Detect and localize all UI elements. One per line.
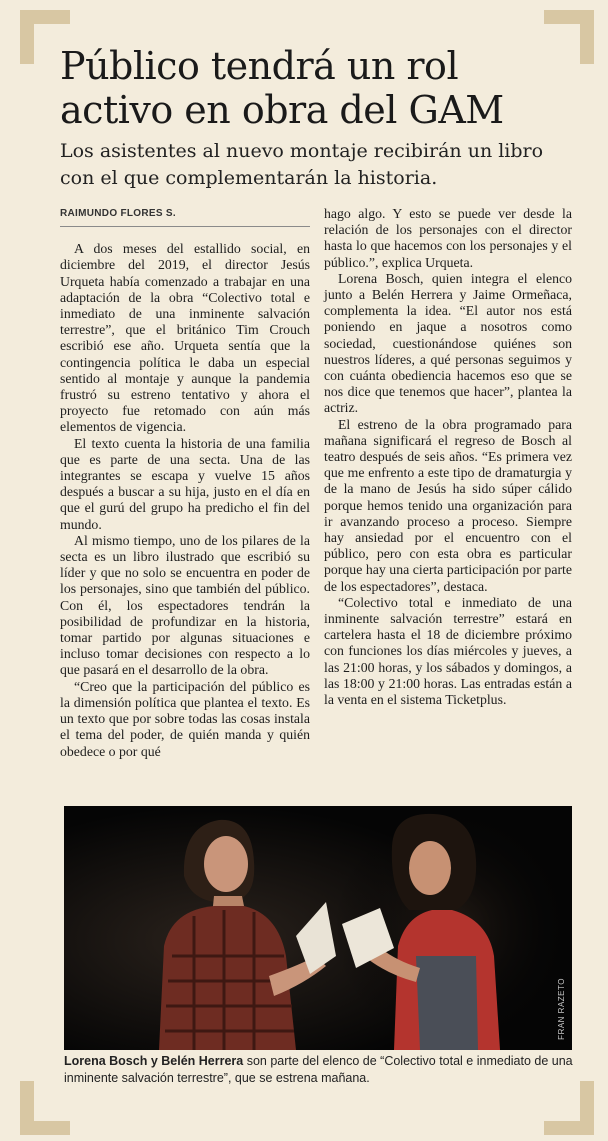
stage-photo (64, 806, 572, 1050)
paragraph: El texto cuenta la historia de una familia que es parte de una secta. Una de las integrantes se escapa y vuelve 15 años después a buscar a su hija, justo en el día en que el gurú del grupo ha predicho el fin del mundo. (60, 435, 310, 532)
frame-corner-bottom-right (544, 1081, 594, 1135)
photo-credit: FRAN RAZETO (557, 978, 566, 1040)
headline: Público tendrá un rol activo en obra del GAM (60, 44, 504, 132)
column-left (60, 206, 310, 792)
caption-names: Lorena Bosch y Belén Herrera (64, 1054, 244, 1068)
stage-photo-illustration (64, 806, 572, 1050)
paragraph: “Creo que la participación del público es la dimensión política que plantea el texto. Es un texto que por sobre todas las cosas instala el tema del poder, de quién manda y quién obedece o por qué (60, 678, 310, 759)
paragraph: El estreno de la obra programado para mañana significará el regreso de Bosch al teatro después de seis años. “Es primera vez que me enfrento a este tipo de dramaturgia y de la mano de Jesús ha sido súper cálido porque hemos tenido una organización para ir avanzando proceso a proceso. Siempre hay ansiedad por el encuentro con el público, pero con esta obra es particular porque hay una cierta participación por parte de los espectadores”, destaca. (324, 416, 572, 594)
subheadline: Los asistentes al nuevo montaje recibirán un libro con el que complementarán la historia. (60, 140, 544, 189)
photo-caption (64, 1053, 574, 1087)
paragraph: Lorena Bosch, quien integra el elenco junto a Belén Herrera y Jaime Ormeñaca, complementa la idea. “El autor nos está poniendo en jaque a nosotros como sociedad, cuestionándose quiénes son nuestros líderes, a qué personas seguimos y con cuánta obediencia hacemos eso que se nos dice que tenemos que hacer”, plantea la actriz. (324, 270, 572, 416)
article (60, 44, 572, 792)
paragraph: Al mismo tiempo, uno de los pilares de la secta es un libro ilustrado que escribió su líder y que no solo se encuentra en poder de los personajes, sino que también del público. Con él, los espectadores tendrán la posibilidad de profundizar en la historia, tomar partido por algunas situaciones e incluso tomar decisiones con respecto a lo que pasará en el desarrollo de la obra. (60, 532, 310, 678)
article-columns (60, 206, 572, 792)
frame-corner-bottom-left (20, 1081, 70, 1135)
byline: RAIMUNDO FLORES S. (60, 206, 310, 227)
paragraph: A dos meses del estallido social, en diciembre del 2019, el director Jesús Urqueta había comenzado a trabajar en una adaptación de la obra “Colectivo total e inmediato de una inminente salvación terrestre”, que el británico Tim Crouch escribió ese año. Urqueta sentía que la contingencia política le daba un especial sentido al montaje y aunque la pandemia frustró su estreno tentativo y ahora el proyecto fue retomado con aún más elementos de vigencia. (60, 241, 310, 435)
caption-text: son parte del elenco de “Colectivo total e inmediato de una inminente salvación terrestre”, que se estrena mañana. (64, 1054, 573, 1085)
paragraph: hago algo. Y esto se puede ver desde la relación de los personajes con el director hasta lo que hacemos con los personajes y el público.”, explica Urqueta. (324, 206, 572, 270)
paragraph: “Colectivo total e inmediato de una inminente salvación terrestre” estará en cartelera hasta el 18 de diciembre próximo con funciones los días miércoles y jueves, a las 21:00 horas, y los sábados y domingos, a las 18:00 y 21:00 horas. Las entradas están a la venta en el sistema Ticketplus. (324, 594, 572, 708)
column-right (324, 206, 572, 792)
